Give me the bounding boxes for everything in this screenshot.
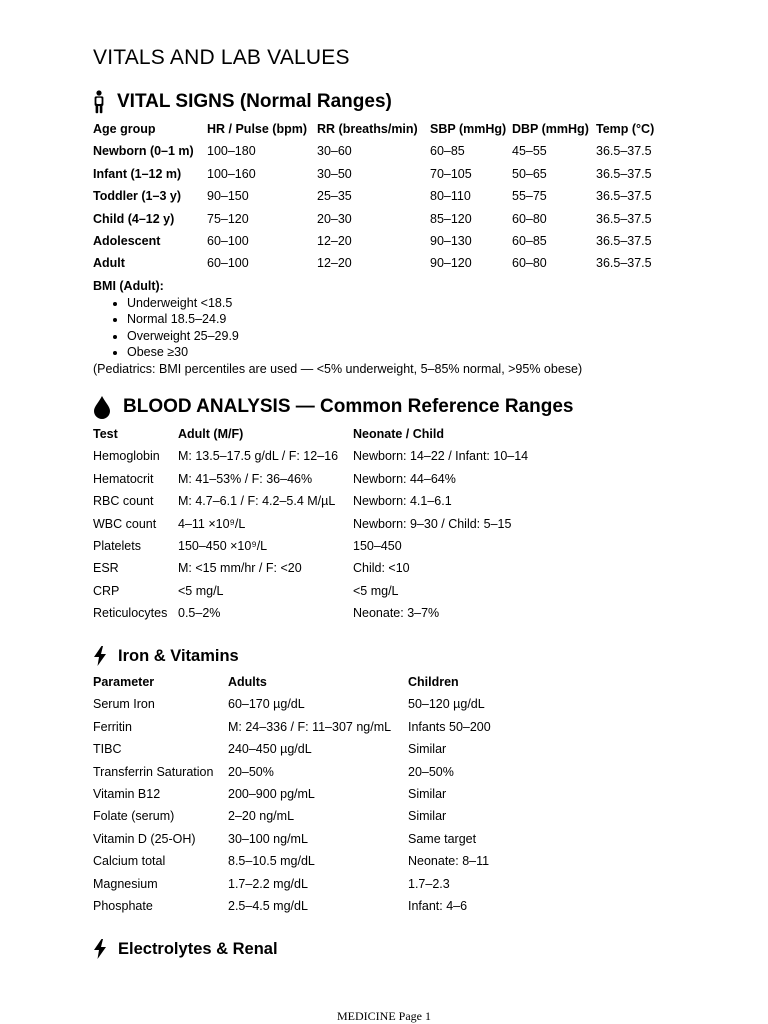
age-group-cell: Toddler (1–3 y)	[93, 189, 181, 204]
table-cell: 36.5–37.5	[596, 144, 652, 159]
table-cell: 4–11 ×10⁹/L	[178, 516, 246, 531]
lightning-bolt-icon	[93, 646, 107, 666]
table-row	[93, 761, 558, 783]
table-row	[93, 716, 558, 738]
table-row	[93, 185, 666, 207]
electrolytes-renal-heading	[93, 939, 278, 959]
table-cell: M: <15 mm/hr / F: <20	[178, 561, 302, 576]
table-cell: 25–35	[317, 189, 352, 204]
table-cell: 36.5–37.5	[596, 189, 652, 204]
table-row	[93, 468, 553, 490]
table-cell: Child: <10	[353, 561, 410, 576]
table-row	[93, 693, 558, 715]
table-cell: 100–160	[207, 166, 256, 181]
table-header-row	[93, 423, 553, 445]
table-cell: Infants 50–200	[408, 719, 491, 734]
table-row	[93, 873, 558, 895]
table-cell: 60–170 µg/dL	[228, 697, 305, 712]
table-row	[93, 850, 558, 872]
table-cell: 8.5–10.5 mg/dL	[228, 854, 315, 869]
table-cell: Infant: 4–6	[408, 899, 468, 914]
table-row	[93, 252, 666, 274]
table-row	[93, 163, 666, 185]
list-item: • Normal 18.5–24.9	[127, 311, 582, 328]
table-cell: Vitamin D (25-OH)	[93, 831, 196, 846]
table-cell: 60–100	[207, 256, 249, 271]
table-cell: Neonate: 8–11	[408, 854, 490, 869]
table-cell: 30–100 ng/mL	[228, 831, 308, 846]
table-cell: Reticulocytes	[93, 606, 168, 621]
table-cell: 60–80	[512, 211, 547, 226]
table-cell: M: 13.5–17.5 g/dL / F: 12–16	[178, 449, 339, 464]
table-cell: 70–105	[430, 166, 472, 181]
table-cell: 150–450	[353, 539, 402, 554]
table-cell: 90–130	[430, 234, 472, 249]
table-row	[93, 828, 558, 850]
table-cell: Magnesium	[93, 876, 158, 891]
table-cell: Hematocrit	[93, 471, 154, 486]
table-cell: 20–50%	[228, 764, 274, 779]
table-cell: Calcium total	[93, 854, 166, 869]
table-cell: 1.7–2.2 mg/dL	[228, 876, 308, 891]
table-cell: CRP	[93, 583, 120, 598]
table-cell: 1.7–2.3	[408, 876, 450, 891]
table-cell: 60–100	[207, 234, 249, 249]
table-cell: Phosphate	[93, 899, 153, 914]
column-header: Adult (M/F)	[178, 427, 244, 441]
table-row	[93, 230, 666, 252]
table-cell: 75–120	[207, 211, 249, 226]
table-cell: M: 4.7–6.1 / F: 4.2–5.4 M/µL	[178, 494, 336, 509]
table-cell: Similar	[408, 742, 447, 757]
table-cell: 150–450 ×10⁹/L	[178, 539, 268, 554]
vital-signs-table	[93, 118, 666, 275]
blood-analysis-table	[93, 423, 553, 625]
table-cell: 85–120	[430, 211, 472, 226]
column-header: Neonate / Child	[353, 427, 444, 441]
table-cell: Newborn: 44–64%	[353, 471, 456, 486]
table-cell: 60–80	[512, 256, 547, 271]
table-row	[93, 738, 558, 760]
table-cell: RBC count	[93, 494, 154, 509]
table-cell: 50–120 µg/dL	[408, 697, 485, 712]
bmi-list	[93, 295, 582, 361]
table-cell: 55–75	[512, 189, 547, 204]
table-cell: WBC count	[93, 516, 157, 531]
vital-signs-heading	[93, 90, 392, 114]
table-cell: Folate (serum)	[93, 809, 175, 824]
table-cell: 30–50	[317, 166, 352, 181]
table-cell: Neonate: 3–7%	[353, 606, 440, 621]
vital-signs-heading-text: VITAL SIGNS (Normal Ranges)	[117, 91, 392, 112]
child-figure-icon	[93, 90, 105, 114]
table-row	[93, 895, 558, 917]
column-header: Test	[93, 427, 118, 441]
list-item: • Obese ≥30	[127, 344, 582, 361]
electrolytes-renal-heading-text: Electrolytes & Renal	[118, 939, 278, 958]
table-cell: 36.5–37.5	[596, 256, 652, 271]
age-group-cell: Adult	[93, 256, 125, 271]
table-cell: 30–60	[317, 144, 352, 159]
table-cell: TIBC	[93, 742, 122, 757]
lightning-bolt-icon	[93, 939, 107, 959]
table-cell: Newborn: 14–22 / Infant: 10–14	[353, 449, 529, 464]
blood-analysis-heading	[93, 395, 573, 419]
age-group-cell: Child (4–12 y)	[93, 211, 175, 226]
table-cell: 12–20	[317, 256, 352, 271]
table-cell: Similar	[408, 809, 447, 824]
table-cell: 60–85	[430, 144, 465, 159]
table-cell: Vitamin B12	[93, 787, 161, 802]
table-cell: ESR	[93, 561, 119, 576]
table-cell: 80–110	[430, 189, 471, 204]
iron-vitamins-table	[93, 671, 558, 917]
table-cell: Newborn: 9–30 / Child: 5–15	[353, 516, 512, 531]
table-cell: Newborn: 4.1–6.1	[353, 494, 452, 509]
table-cell: 90–120	[430, 256, 472, 271]
blood-drop-icon	[93, 395, 111, 419]
list-item: • Underweight <18.5	[127, 295, 582, 312]
age-group-cell: Adolescent	[93, 234, 161, 249]
table-cell: 60–85	[512, 234, 547, 249]
column-header: DBP (mmHg)	[512, 122, 589, 136]
column-header: Age group	[93, 122, 156, 136]
table-row	[93, 513, 553, 535]
table-cell: Platelets	[93, 539, 141, 554]
table-cell: 20–50%	[408, 764, 454, 779]
table-cell: Similar	[408, 787, 447, 802]
column-header: RR (breaths/min)	[317, 122, 418, 136]
table-cell: 2.5–4.5 mg/dL	[228, 899, 308, 914]
table-header-row	[93, 671, 558, 693]
table-cell: 36.5–37.5	[596, 234, 652, 249]
table-cell: 36.5–37.5	[596, 166, 652, 181]
table-row	[93, 535, 553, 557]
column-header: Temp (°C)	[596, 122, 655, 136]
column-header: Adults	[228, 675, 267, 689]
column-header: Children	[408, 675, 459, 689]
table-row	[93, 602, 553, 624]
age-group-cell: Newborn (0–1 m)	[93, 144, 194, 159]
table-cell: 12–20	[317, 234, 352, 249]
table-cell: 240–450 µg/dL	[228, 742, 312, 757]
table-row	[93, 805, 558, 827]
table-row	[93, 557, 553, 579]
table-cell: <5 mg/L	[353, 583, 399, 598]
table-row	[93, 783, 558, 805]
table-row	[93, 208, 666, 230]
document-title: VITALS AND LAB VALUES	[93, 46, 350, 69]
table-cell: 200–900 pg/mL	[228, 787, 315, 802]
column-header: Parameter	[93, 675, 155, 689]
blood-analysis-heading-text: BLOOD ANALYSIS — Common Reference Ranges	[123, 396, 574, 417]
table-cell: M: 41–53% / F: 36–46%	[178, 471, 313, 486]
table-row	[93, 580, 553, 602]
table-row	[93, 490, 553, 512]
table-cell: Transferrin Saturation	[93, 764, 214, 779]
column-header: SBP (mmHg)	[430, 122, 507, 136]
table-cell: 0.5–2%	[178, 606, 221, 621]
column-header: HR / Pulse (bpm)	[207, 122, 308, 136]
iron-vitamins-heading-text: Iron & Vitamins	[118, 646, 239, 665]
table-cell: 2–20 ng/mL	[228, 809, 295, 824]
table-cell: M: 24–336 / F: 11–307 ng/mL	[228, 719, 392, 734]
table-cell: Ferritin	[93, 719, 132, 734]
table-cell: 90–150	[207, 189, 249, 204]
table-cell: 20–30	[317, 211, 352, 226]
table-cell: 36.5–37.5	[596, 211, 652, 226]
table-cell: Hemoglobin	[93, 449, 160, 464]
table-cell: 50–65	[512, 166, 547, 181]
bmi-section	[93, 278, 582, 377]
table-cell: <5 mg/L	[178, 583, 224, 598]
bmi-pediatrics-note: (Pediatrics: BMI percentiles are used — <5% underweight, 5–85% normal, >95% obese)	[93, 361, 583, 376]
table-cell: Same target	[408, 831, 477, 846]
age-group-cell: Infant (1–12 m)	[93, 166, 182, 181]
table-cell: 45–55	[512, 144, 547, 159]
list-item: • Overweight 25–29.9	[127, 328, 582, 345]
iron-vitamins-heading	[93, 646, 239, 666]
table-cell: Serum Iron	[93, 697, 155, 712]
table-header-row	[93, 118, 666, 140]
table-row	[93, 445, 553, 467]
table-row	[93, 140, 666, 162]
page-footer: MEDICINE Page 1	[337, 1009, 431, 1023]
table-cell: 100–180	[207, 144, 256, 159]
bmi-title: BMI (Adult):	[93, 279, 164, 293]
